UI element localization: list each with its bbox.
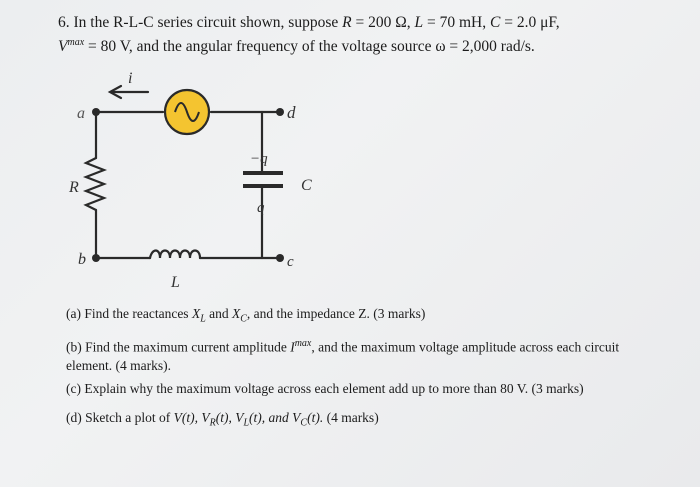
vr-sub: R [209, 417, 216, 429]
vc-t: (t). [307, 410, 324, 425]
vl-sub: L [243, 417, 250, 429]
vr-t: (t), [215, 410, 236, 425]
part-d-rest: (4 marks) [323, 410, 379, 425]
part-a-and: and [205, 306, 232, 321]
label-charge-top: −q [250, 151, 268, 167]
capacitor-plate-bottom [243, 184, 283, 188]
label-d: d [287, 103, 296, 122]
v-t: V(t), [173, 410, 202, 425]
label-capacitor: C [301, 177, 312, 194]
imax-symbol: I [290, 339, 295, 355]
r-value: = 200 Ω, [351, 14, 415, 31]
c-symbol: C [489, 14, 501, 31]
label-a: a [77, 105, 85, 122]
problem-line-2-rest: = 80 V, and the angular frequency of the voltage source ω = 2,000 rad/s. [84, 38, 535, 56]
l-symbol: L [414, 14, 424, 31]
vl-t: (t), and [249, 410, 293, 425]
xc-symbol: X [232, 306, 241, 321]
part-a-prefix: (a) Find the reactances [66, 306, 192, 321]
xl-symbol: X [191, 306, 201, 321]
imax-sup: max [294, 338, 312, 349]
part-d [66, 410, 379, 429]
xl-sub: L [200, 313, 206, 325]
label-resistor: R [69, 179, 79, 196]
inductor-coil [150, 251, 200, 259]
vl-symbol: V [235, 410, 244, 425]
problem-intro: In the R-L-C series circuit shown, suppose [73, 14, 343, 31]
terminal-a [92, 108, 100, 116]
part-b-rest: , and the maximum voltage amplitude across each circuit element. (4 marks). [66, 339, 620, 373]
label-current: i [128, 70, 133, 87]
label-b: b [78, 251, 86, 268]
part-a [66, 306, 425, 325]
terminal-b [92, 254, 100, 262]
label-charge-bottom: q [257, 200, 265, 216]
part-d-prefix: (d) Sketch a plot of [66, 410, 174, 425]
part-c-text: (c) Explain why the maximum voltage across each element add up to more than 80 V. (3 marks) [66, 381, 584, 396]
v-max-sup: max [67, 37, 85, 48]
label-c: c [287, 254, 294, 270]
r-symbol: R [342, 14, 352, 31]
terminal-d [276, 108, 284, 116]
label-inductor: L [171, 274, 180, 291]
part-b [66, 335, 646, 375]
capacitor-plate-top [243, 171, 283, 175]
vc-sub: C [300, 417, 308, 429]
part-c [66, 381, 584, 397]
part-b-prefix: (b) Find the maximum current amplitude [66, 339, 291, 355]
c-value: = 2.0 μF, [500, 14, 560, 31]
v-symbol: V [58, 38, 68, 56]
xc-sub: C [240, 313, 247, 325]
terminal-c [276, 254, 284, 262]
vc-symbol: V [292, 410, 301, 425]
problem-number: 6. [58, 14, 70, 31]
resistor-zigzag [86, 158, 104, 210]
vr-symbol: V [201, 410, 210, 425]
l-value: = 70 mH, [423, 14, 490, 31]
part-a-rest: , and the impedance Z. (3 marks) [246, 306, 426, 321]
